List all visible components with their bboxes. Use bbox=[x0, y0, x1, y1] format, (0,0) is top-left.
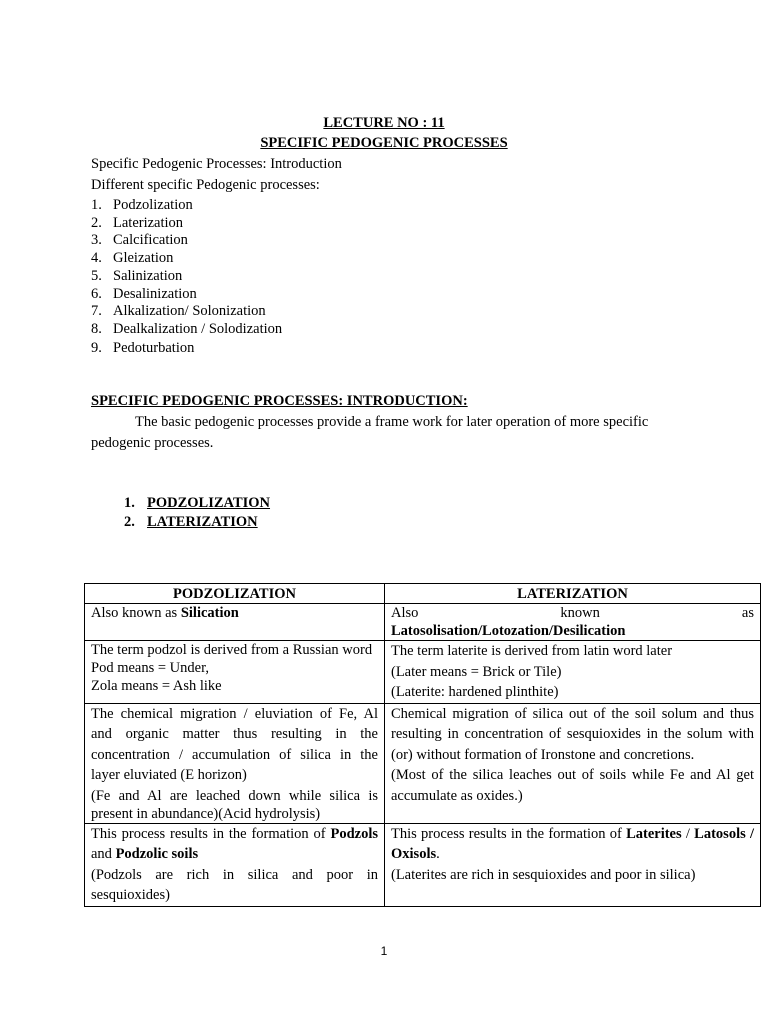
table-cell bbox=[85, 823, 385, 906]
column-header: PODZOLIZATION bbox=[85, 584, 385, 604]
table-row bbox=[85, 641, 761, 704]
paragraph-line: pedogenic processes. bbox=[91, 435, 214, 451]
list-number: 7. bbox=[91, 303, 102, 319]
table-cell bbox=[85, 641, 385, 704]
list-label: Salinization bbox=[113, 268, 183, 284]
cell-bold-text: Podzolic soils bbox=[115, 846, 199, 862]
cell-paragraph: Chemical migration of silica out of the soil solum and thus resulting in concentration of sesquioxides in the solum with (or) without formation of Ironstone and concretions. bbox=[391, 705, 754, 763]
paragraph-line: The basic pedogenic processes provide a frame work for later operation of more specific bbox=[135, 414, 649, 430]
cell-bold-text: Latosolisation/Lotozation/Desilication bbox=[391, 623, 626, 639]
lecture-number: LECTURE NO : 11 bbox=[323, 115, 445, 131]
table-cell bbox=[385, 641, 761, 704]
page-title: SPECIFIC PEDOGENIC PROCESSES bbox=[260, 135, 508, 151]
table-row bbox=[85, 703, 761, 823]
cell-line bbox=[391, 604, 754, 622]
list-label: Alkalization/ Solonization bbox=[113, 303, 266, 319]
cell-text: . bbox=[436, 846, 440, 862]
cell-paragraph: (Podzols are rich in silica and poor in sesquioxides) bbox=[91, 866, 378, 903]
list-item bbox=[91, 303, 266, 320]
topic-number: 2. bbox=[124, 514, 135, 530]
list-item bbox=[91, 268, 182, 285]
cell-line: Zola means = Ash like bbox=[91, 678, 222, 694]
cell-paragraph bbox=[91, 824, 378, 865]
cell-text: Also known as bbox=[91, 605, 181, 621]
intro-line: Specific Pedogenic Processes: Introduction bbox=[91, 156, 342, 172]
list-label: Pedoturbation bbox=[113, 340, 195, 356]
topic-label: LATERIZATION bbox=[147, 514, 258, 530]
table-cell bbox=[385, 703, 761, 823]
cell-paragraph: (Fe and Al are leached down while silica is present in abundance)(Acid hydrolysis) bbox=[91, 787, 378, 822]
cell-text: This process results in the formation of bbox=[91, 825, 331, 842]
list-number: 3. bbox=[91, 232, 102, 248]
list-item bbox=[91, 215, 183, 232]
cell-bold-text: Silication bbox=[180, 605, 239, 621]
table-row bbox=[85, 823, 761, 906]
column-header: LATERIZATION bbox=[385, 584, 761, 604]
list-item bbox=[91, 321, 282, 338]
list-label: Gleization bbox=[113, 250, 174, 266]
list-number: 9. bbox=[91, 340, 102, 356]
table-cell bbox=[385, 823, 761, 906]
cell-bold-text: Podzols bbox=[330, 825, 378, 842]
list-item bbox=[91, 197, 193, 214]
list-number: 5. bbox=[91, 268, 102, 284]
list-item bbox=[91, 340, 194, 357]
cell-line: The term podzol is derived from a Russian word bbox=[91, 642, 373, 658]
cell-line: Pod means = Under, bbox=[91, 660, 209, 676]
cell-line: (Laterite: hardened plinthite) bbox=[391, 684, 559, 700]
list-item bbox=[91, 286, 197, 303]
list-item bbox=[91, 250, 173, 267]
cell-paragraph: (Laterites are rich in sesquioxides and poor in silica) bbox=[391, 866, 696, 883]
list-item bbox=[91, 232, 188, 249]
cell-word: known bbox=[560, 605, 600, 621]
list-number: 2. bbox=[91, 215, 102, 231]
list-number: 8. bbox=[91, 321, 102, 337]
cell-text: and bbox=[91, 846, 116, 862]
cell-line: (Later means = Brick or Tile) bbox=[391, 663, 562, 680]
cell-text: This process results in the formation of bbox=[391, 825, 627, 842]
cell-paragraph bbox=[391, 824, 754, 865]
cell-line: The term laterite is derived from latin word later bbox=[391, 643, 673, 659]
list-number: 1. bbox=[91, 197, 102, 213]
topic-label: PODZOLIZATION bbox=[147, 495, 271, 511]
list-number: 6. bbox=[91, 286, 102, 302]
section-paragraph bbox=[91, 412, 691, 454]
table-header-row bbox=[85, 584, 761, 604]
cell-paragraph: The chemical migration / eluviation of Fe, Al and organic matter thus resulting in the concentration / accumulation of silica in the layer eluviated (E horizon) bbox=[91, 705, 378, 783]
cell-bold-text: Laterites bbox=[626, 825, 682, 842]
topic-item bbox=[124, 514, 258, 531]
intro-line: Different specific Pedogenic processes: bbox=[91, 177, 320, 193]
page-number: 1 bbox=[380, 944, 388, 958]
cell-bold-text: Latosols / Oxisols bbox=[391, 825, 755, 862]
cell-paragraph: (Most of the silica leaches out of soils while Fe and Al get accumulate as oxides.) bbox=[391, 767, 754, 804]
topic-item bbox=[124, 495, 270, 512]
list-number: 4. bbox=[91, 250, 102, 266]
comparison-table bbox=[84, 583, 761, 907]
table-cell bbox=[85, 703, 385, 823]
topic-number: 1. bbox=[124, 495, 135, 511]
table-cell bbox=[85, 604, 385, 641]
cell-text: / bbox=[681, 825, 695, 842]
list-label: Desalinization bbox=[113, 286, 197, 302]
section-heading: SPECIFIC PEDOGENIC PROCESSES: INTRODUCTION: bbox=[91, 393, 468, 409]
list-label: Dealkalization / Solodization bbox=[113, 321, 283, 337]
list-label: Laterization bbox=[113, 215, 184, 231]
cell-word: Also bbox=[391, 605, 419, 621]
cell-word: as bbox=[741, 605, 754, 621]
list-label: Calcification bbox=[113, 232, 188, 248]
list-label: Podzolization bbox=[113, 197, 193, 213]
table-row bbox=[85, 604, 761, 641]
table-cell bbox=[385, 604, 761, 641]
